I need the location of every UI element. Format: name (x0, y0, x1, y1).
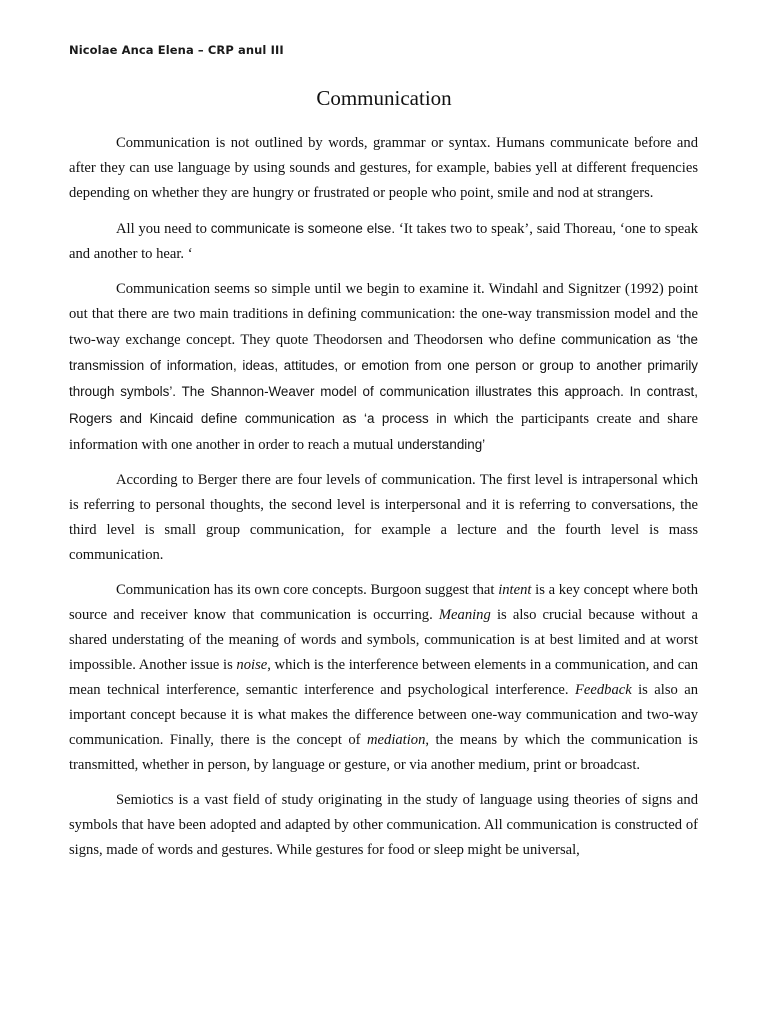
paragraph-5-text-5: is also an important concept because it is what makes the difference between one-way communication and two-way communication. Finally, there is the concept of (69, 682, 698, 749)
paragraph-5-text-2: is a key concept where both source and receiver know that communication is occurring. (69, 581, 699, 623)
paragraph-2-text-b: communicate is someone else. (210, 221, 396, 237)
document-title: Communication (316, 86, 452, 110)
paragraph-2-text-a: All you need to (116, 221, 211, 238)
term-feedback: Feedback (574, 682, 632, 699)
paragraph-6: Semiotics is a vast field of study originating in the study of language using theories of signs and symbols that have been adopted and adapted by other communication. All communication is constructed of signs, made of words and gestures. While gestures for food or sleep might be universal, (69, 792, 698, 859)
paragraph-5-text-4: , which is the interference between elements in a communication, and can mean technical interference, semantic interference and psychological interference. (69, 656, 698, 699)
paragraph-3 (69, 277, 698, 458)
term-intent: intent (498, 581, 532, 598)
paragraph-4: According to Berger there are four levels of communication. The first level is intrapersonal which is referring to personal thoughts, the second level is interpersonal and it is referring to conversations, the third level is small group communication, for example a lecture and the fourth level is mass communication. (69, 471, 698, 563)
term-noise: noise (236, 656, 268, 673)
document-body (69, 131, 698, 864)
paragraph-2-text-c: ‘It takes two to speak’, said Thoreau, ‘one to speak and another to hear. ‘ (69, 221, 698, 263)
term-mediation: mediation (367, 732, 426, 749)
paragraph-1: Communication is not outlined by words, grammar or syntax. Humans communicate before and after they can use language by using sounds and gestures, for example, babies yell at different frequencies depending on whether they are hungry or frustrated or people who point, smile and nod at strangers. (69, 135, 698, 202)
paragraph-3-text-b: communication as ‘the transmission of information, ideas, attitudes, or emotion from one person or group to another primarily through symbols’. The Shannon-Weaver model of communication illustrates this approach. In contrast, Rogers and Kincaid define communication as ‘a process in which (69, 332, 698, 426)
paragraph-5-text-1: Communication has its own core concepts. Burgoon suggest that (116, 581, 499, 598)
term-meaning: Meaning (438, 606, 491, 623)
author-header: Nicolae Anca Elena – CRP anul III (69, 43, 284, 57)
paragraph-2 (69, 216, 698, 267)
paragraph-5-text-3: is also crucial because without a shared understating of the meaning of words and symbols, communication is at best limited and at worst impossible. Another issue is (69, 606, 698, 673)
paragraph-5 (69, 578, 698, 779)
paragraph-5-text-6: , the means by which the communication is transmitted, whether in person, by language or gesture, or via another medium, print or broadcast. (69, 732, 698, 774)
paragraph-3-text-a: Communication seems so simple until we begin to examine it. Windahl and Signitzer (1992) point out that there are two main traditions in defining communication: the one-way transmission model and the two-way exchange concept. They quote Theodorsen and Theodorsen who define (69, 281, 698, 349)
paragraph-3-text-d: understanding’ (397, 436, 486, 452)
paragraph-3-text-c: the participants create and share information with one another in order to reach a mutual (69, 410, 698, 453)
